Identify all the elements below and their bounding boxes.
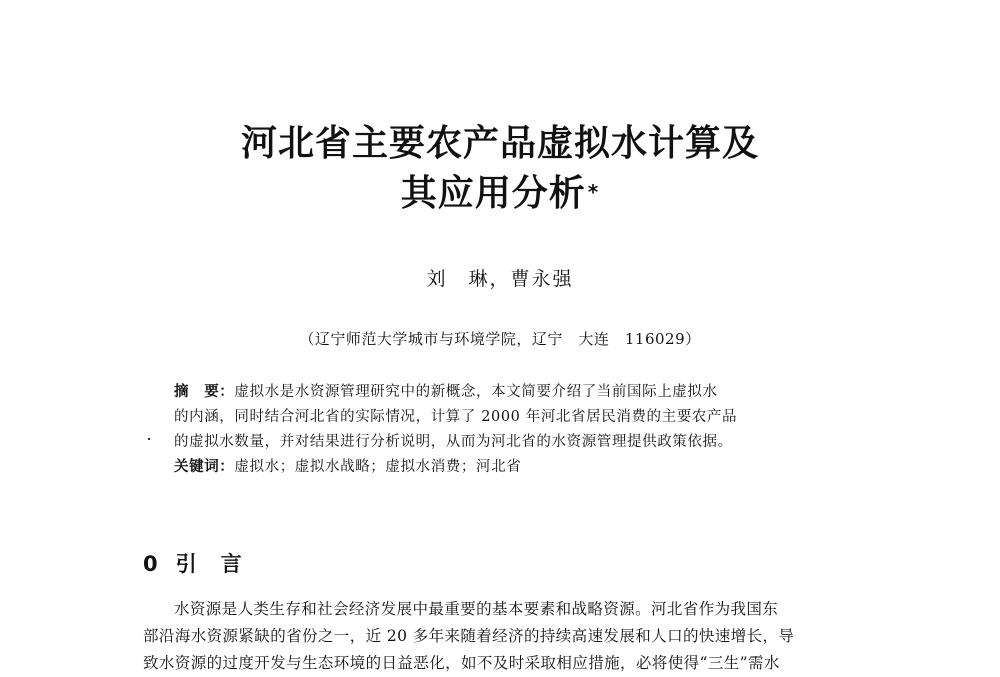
body-line3: 致水资源的过度开发与生态环境的日益恶化，如不及时采取相应措施，必将使得“三生”需水 — [143, 654, 780, 672]
authors: 刘 琳，曹永强 — [426, 268, 574, 290]
abstract-text-line2: 的内涵，同时结合河北省的实际情况，计算了 2000 年河北省居民消费的主要农产品 — [174, 409, 738, 425]
paper-title-line1 — [0, 122, 1000, 166]
keywords-line — [174, 455, 834, 480]
section-title-char1: 引 — [175, 552, 199, 576]
abstract-label: 摘 要： — [174, 384, 235, 400]
paper-title-line2 — [0, 172, 1000, 216]
body-line1: 水资源是人类生存和社会经济发展中最重要的基本要素和战略资源。河北省作为我国东 — [174, 600, 779, 618]
scan-speck — [148, 438, 150, 440]
section-title-char2: 言 — [220, 552, 244, 576]
section-heading — [143, 548, 244, 578]
title-text-line2: 其应用分析 — [400, 173, 586, 214]
abstract-text-line1: 虚拟水是水资源管理研究中的新概念，本文简要介绍了当前国际上虚拟水 — [234, 384, 718, 400]
keywords-label: 关键词： — [174, 459, 235, 475]
affiliation: （辽宁师范大学城市与环境学院，辽宁 大连 116029） — [299, 330, 701, 348]
body-paragraph — [143, 596, 859, 677]
title-text-line1: 河北省主要农产品虚拟水计算及 — [240, 123, 759, 164]
abstract-text-line3: 的虚拟水数量，并对结果进行分析说明，从而为河北省的水资源管理提供政策依据。 — [174, 434, 733, 450]
section-number: 0 — [143, 552, 160, 576]
abstract-block — [174, 380, 834, 480]
body-line2: 部沿海水资源紧缺的省份之一，近 20 多年来随着经济的持续高速发展和人口的快速增长，导 — [143, 627, 795, 645]
title-footnote-mark: * — [587, 180, 600, 204]
keywords-text: 虚拟水；虚拟水战略；虚拟水消费；河北省 — [234, 459, 522, 475]
abstract-line1 — [174, 380, 834, 405]
